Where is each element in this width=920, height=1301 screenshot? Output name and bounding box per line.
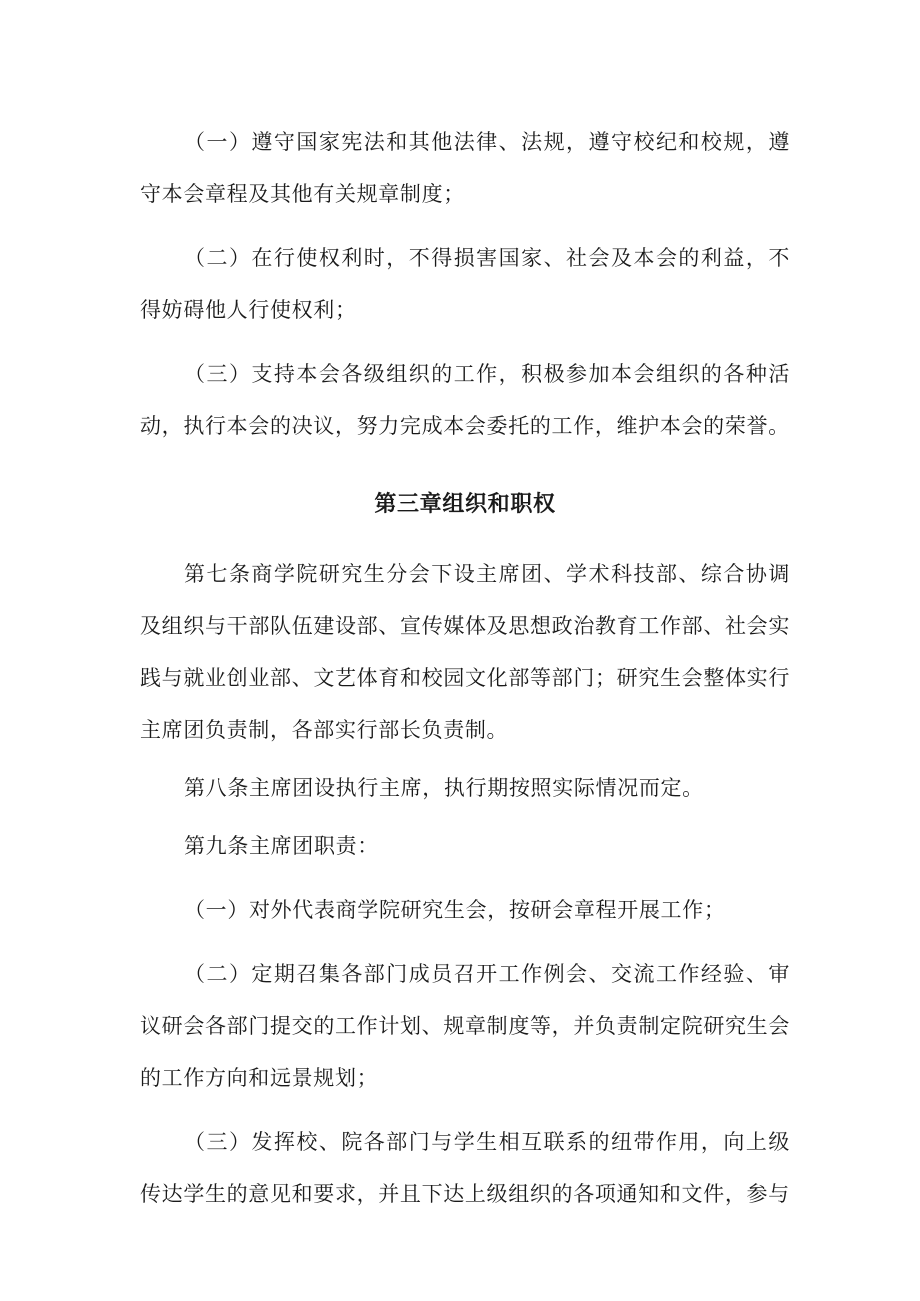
chapter-heading: 第三章组织和职权 [374,491,556,516]
numbered-item-paragraph: （二）定期召集各部门成员召开工作例会、交流工作经验、审议研会各部门提交的工作计划、规章制度等，并负责制定院研究生会的工作方向和远景规划； [140,962,790,1090]
body-paragraph: 第九条主席团职责： [184,834,379,858]
numbered-item-paragraph: （三）支持本会各级组织的工作，积极参加本会组织的各种活动，执行本会的决议，努力完成本会委托的工作，维护本会的荣誉。 [140,362,790,438]
numbered-item-paragraph: （三）发挥校、院各部门与学生相互联系的纽带作用，向上级传达学生的意见和要求，并且下达上级组织的各项通知和文件，参与 [140,1130,790,1206]
numbered-item-paragraph: （二）在行使权利时，不得损害国家、社会及本会的利益，不得妨碍他人行使权利； [140,246,790,322]
numbered-item-paragraph: （一）遵守国家宪法和其他法律、法规，遵守校纪和校规，遵守本会章程及其他有关规章制度； [140,130,790,206]
body-paragraph: 第七条商学院研究生分会下设主席团、学术科技部、综合协调及组织与干部队伍建设部、宣传媒体及思想政治教育工作部、社会实践与就业创业部、文艺体育和校园文化部等部门；研究生会整体实行主席团负责制，各部实行部长负责制。 [140,562,790,742]
numbered-item-paragraph: （一）对外代表商学院研究生会，按研会章程开展工作； [184,898,726,922]
body-paragraph: 第八条主席团设执行主席，执行期按照实际情况而定。 [184,776,704,800]
